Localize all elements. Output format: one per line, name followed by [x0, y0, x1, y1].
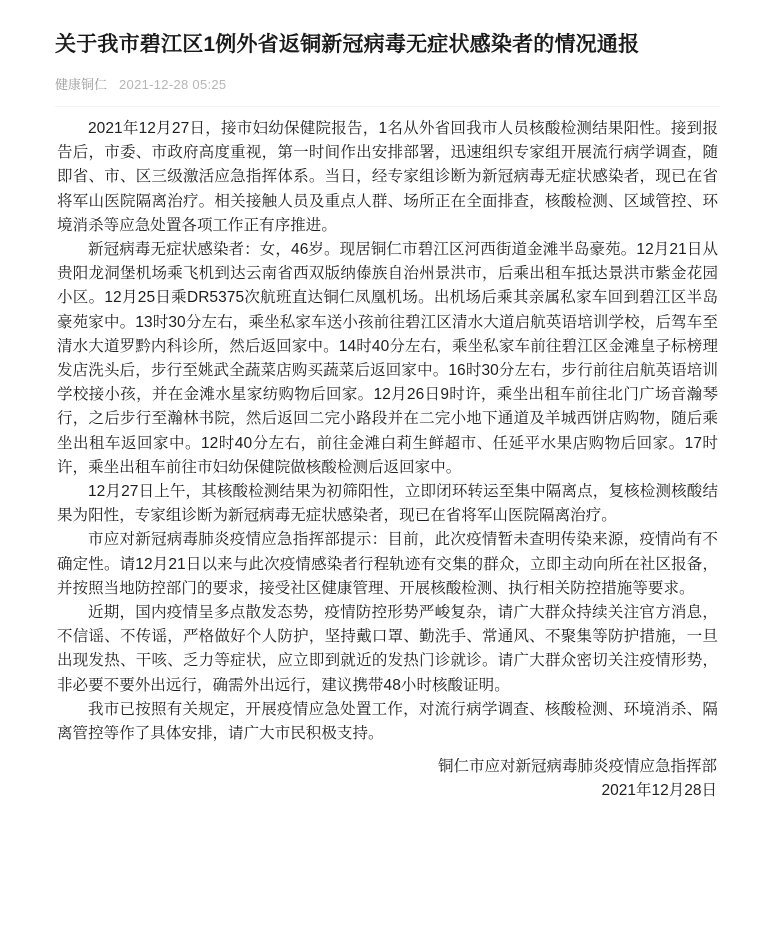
article-meta: [55, 76, 720, 94]
article-source: 健康铜仁: [55, 77, 108, 92]
body-paragraph: 近期，国内疫情呈多点散发态势，疫情防控形势严峻复杂，请广大群众持续关注官方消息，不信谣、不传谣，严格做好个人防护，坚持戴口罩、勤洗手、常通风、不聚集等防护措施，一旦出现发热、干咳、乏力等症状，应立即到就近的发热门诊就诊。请广大群众密切关注疫情形势，非必要不要外出远行，确需外出远行，建议携带48小时核酸证明。: [57, 604, 718, 694]
page-title: 关于我市碧江区1例外省返铜新冠病毒无症状感染者的情况通报: [55, 33, 640, 56]
body-paragraph: 我市已按照有关规定，开展疫情应急处置工作，对流行病学调查、核酸检测、环境消杀、隔离管控等作了具体安排，请广大市民积极支持。: [57, 700, 718, 743]
body-paragraph: 12月27日上午，其核酸检测结果为初筛阳性，立即闭环转运至集中隔离点，复核检测核酸结果为阳性，专家组诊断为新冠病毒无症状感染者，现已在省将军山医院隔离治疗。: [57, 483, 718, 525]
signature-organization: 铜仁市应对新冠病毒肺炎疫情应急指挥部: [437, 758, 717, 776]
body-paragraph: 2021年12月27日，接市妇幼保健院报告，1名从外省回我市人员核酸检测结果阳性。接到报告后，市委、市政府高度重视，第一时间作出安排部署，迅速组织专家组开展流行病学调查，随即省、市、区三级激活应急指挥体系。当日，经专家组诊断为新冠病毒无症状感染者，现已在省将军山医院隔离治疗。相关接触人员及重点人群、场所正在全面排查，核酸检测、区域管控、环境消杀等应急处置各项工作正有序推进。: [57, 120, 718, 234]
article-header: [0, 0, 775, 94]
article-body: [0, 107, 775, 804]
article-timestamp: 2021-12-28 05:25: [119, 77, 227, 92]
signature-date: 2021年12月28日: [601, 782, 717, 800]
body-paragraph: 市应对新冠病毒肺炎疫情应急指挥部提示：目前，此次疫情暂未查明传染来源，疫情尚有不确定性。请12月21日以来与此次疫情感染者行程轨迹有交集的群众，立即主动向所在社区报备，并按照当地防控部门的要求，接受社区健康管理、开展核酸检测、执行相关防控措施等要求。: [57, 531, 718, 597]
body-paragraph: 新冠病毒无症状感染者：女，46岁。现居铜仁市碧江区河西街道金滩半岛豪苑。12月21日从贵阳龙洞堡机场乘飞机到达云南省西双版纳傣族自治州景洪市，后乘出租车抵达景洪市紫金花园小区。12月25日乘DR5375次航班直达铜仁凤凰机场。出机场后乘其亲属私家车回到碧江区半岛豪苑家中。13时30分左右，乘坐私家车送小孩前往碧江区清水大道启航英语培训学校，后驾车至清水大道罗黔内科诊所，然后返回家中。14时40分左右，乘坐私家车前往碧江区金滩皇子标榜理发店洗头后，步行至姚武全蔬菜店购买蔬菜后返回家中。16时30分左右，步行前往启航英语培训学校接小孩，并在金滩水星家纺购物后回家。12月26日9时许，乘坐出租车前往北门广场音瀚琴行，之后步行至瀚林书院，然后返回二完小路段并在二完小地下通道及羊城西饼店购物，随后乘坐出租车返回家中。12时40分左右，前往金滩白莉生鲜超市、任延平水果店购物后回家。17时许，乘坐出租车前往市妇幼保健院做核酸检测后返回家中。: [57, 241, 718, 476]
signature-block: [57, 755, 718, 803]
